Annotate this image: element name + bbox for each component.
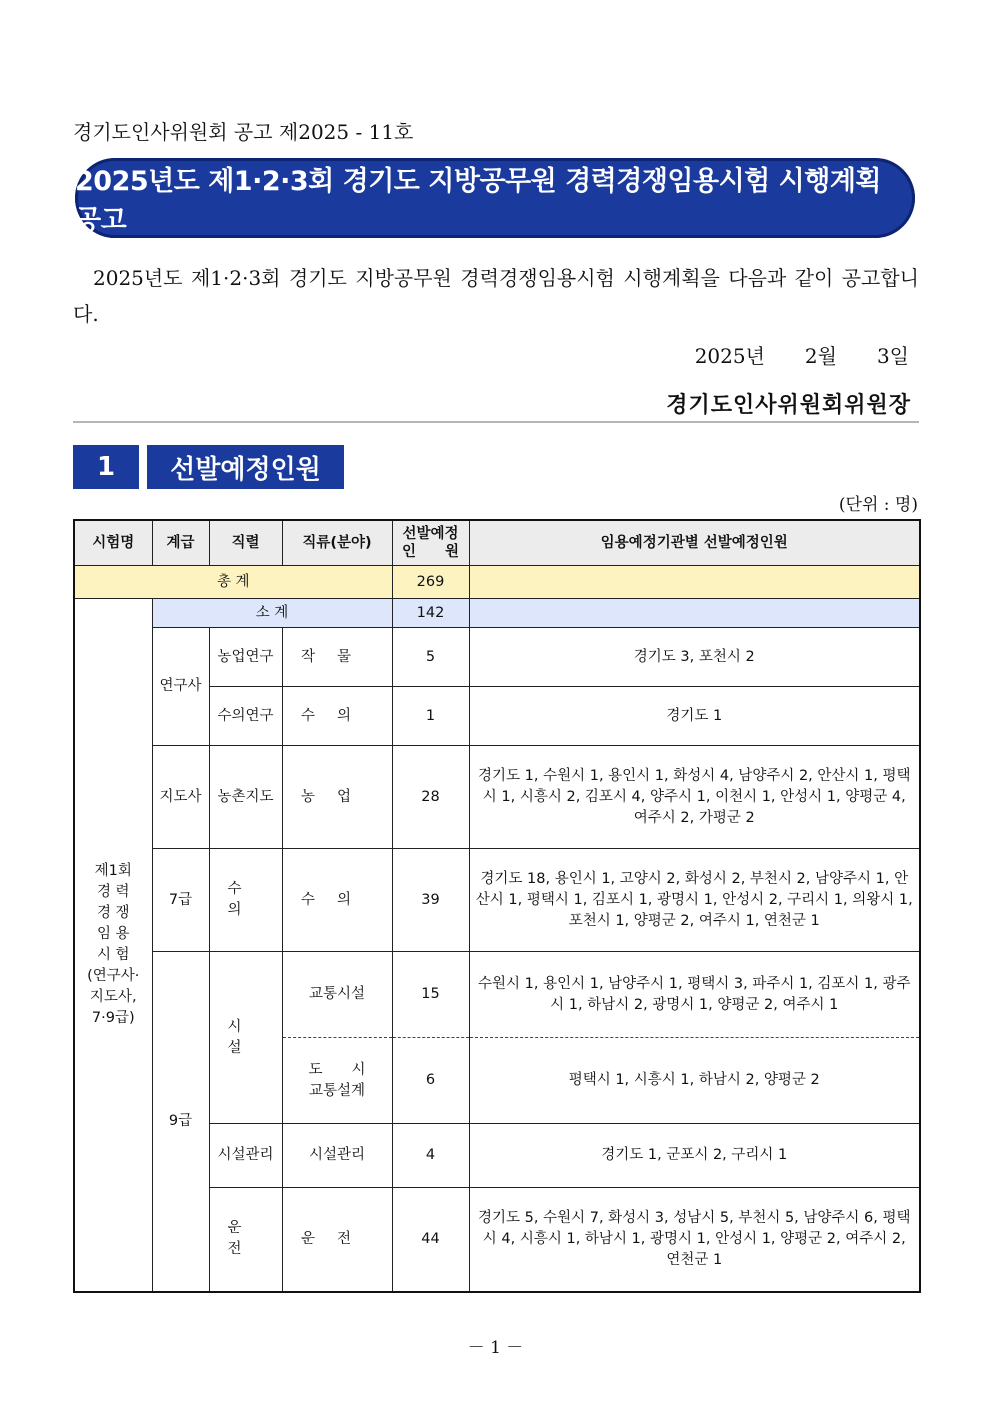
date-year: 2025년 (694, 344, 765, 368)
table-row (74, 952, 920, 1038)
recruitment-table (73, 519, 921, 1293)
field-cell: 수의 (282, 849, 392, 952)
intro-text: 2025년도 제1·2·3회 경기도 지방공무원 경력경쟁임용시험 시행계획을 다음과 같이 공고합니다. (73, 266, 919, 326)
count-cell: 5 (392, 628, 469, 687)
grade-cell: 연구사 (152, 628, 209, 746)
detail-cell: 경기도 5, 수원시 7, 화성시 3, 성남시 5, 부천시 5, 남양주시 6, 평택시 4, 시흥시 1, 하남시 1, 광명시 1, 안성시 1, 양평군 2, 여주시 2, 연천군 1 (469, 1188, 920, 1292)
grade-cell: 9급 (152, 952, 209, 1292)
count-cell: 1 (392, 687, 469, 746)
header-exam: 시험명 (74, 520, 152, 566)
grade-cell: 7급 (152, 849, 209, 952)
section-title: 선발예정인원 (147, 445, 344, 489)
unit-note: (단위 : 명) (838, 495, 918, 515)
count-cell: 6 (392, 1038, 469, 1124)
title-banner: 2025년도 제1·2·3회 경기도 지방공무원 경력경쟁임용시험 시행계획 공고 (75, 158, 915, 238)
detail-cell: 경기도 3, 포천시 2 (469, 628, 920, 687)
series-cell: 농업연구 (209, 628, 282, 687)
date-month: 2월 (804, 344, 837, 368)
subtotal-row (74, 599, 920, 628)
field-cell: 도 시 교통설계 (282, 1038, 392, 1124)
header-grade: 계급 (152, 520, 209, 566)
detail-cell: 경기도 1 (469, 687, 920, 746)
detail-cell: 경기도 18, 용인시 1, 고양시 2, 화성시 2, 부천시 2, 남양주시 1, 안산시 1, 평택시 1, 김포시 1, 광명시 1, 안성시 2, 구리시 1, 의왕시 1, 포천시 1, 양평군 2, 여주시 1, 연천군 1 (469, 849, 920, 952)
detail-cell: 경기도 1, 수원시 1, 용인시 1, 화성시 4, 남양주시 2, 안산시 1, 평택시 1, 시흥시 2, 김포시 4, 양주시 1, 이천시 1, 안성시 1, 양평군 4, 여주시 2, 가평군 2 (469, 746, 920, 849)
signer: 경기도인사위원회위원장 (666, 393, 911, 418)
table-row (74, 849, 920, 952)
series-cell: 농촌지도 (209, 746, 282, 849)
count-cell: 4 (392, 1124, 469, 1188)
table-header-row (74, 520, 920, 566)
subtotal-label: 소 계 (152, 599, 392, 628)
detail-cell: 수원시 1, 용인시 1, 남양주시 1, 평택시 3, 파주시 1, 김포시 1, 광주시 1, 하남시 2, 광명시 1, 양평군 2, 여주시 1 (469, 952, 920, 1038)
notice-date (655, 340, 909, 369)
page-number: － 1 － (467, 1338, 524, 1358)
detail-cell: 평택시 1, 시흥시 1, 하남시 2, 양평군 2 (469, 1038, 920, 1124)
total-row (74, 566, 920, 599)
series-cell: 수의 (209, 849, 282, 952)
notice-number: 경기도인사위원회 공고 제2025 - 11호 (73, 120, 414, 144)
field-cell: 작물 (282, 628, 392, 687)
header-detail: 임용예정기관별 선발예정인원 (469, 520, 920, 566)
count-cell: 28 (392, 746, 469, 849)
header-field: 직류(분야) (282, 520, 392, 566)
header-count: 선발예정 인 원 (392, 520, 469, 566)
header-series: 직렬 (209, 520, 282, 566)
count-cell: 44 (392, 1188, 469, 1292)
intro-paragraph (73, 260, 919, 332)
divider (73, 421, 919, 423)
detail-cell: 경기도 1, 군포시 2, 구리시 1 (469, 1124, 920, 1188)
total-label: 총 계 (74, 566, 392, 599)
field-cell: 수의 (282, 687, 392, 746)
series-cell: 시설 (209, 952, 282, 1124)
field-cell: 교통시설 (282, 952, 392, 1038)
total-count: 269 (392, 566, 469, 599)
series-cell: 운전 (209, 1188, 282, 1292)
table-row (74, 746, 920, 849)
field-cell: 시설관리 (282, 1124, 392, 1188)
subtotal-detail (469, 599, 920, 628)
total-detail (469, 566, 920, 599)
table-row (74, 628, 920, 687)
count-cell: 15 (392, 952, 469, 1038)
exam-name: 제1회 경 력 경 쟁 임 용 시 험 (연구사· 지도사, 7·9급) (74, 599, 152, 1292)
series-cell: 시설관리 (209, 1124, 282, 1188)
section-number: 1 (73, 445, 139, 489)
count-cell: 39 (392, 849, 469, 952)
series-cell: 수의연구 (209, 687, 282, 746)
field-cell: 농업 (282, 746, 392, 849)
grade-cell: 지도사 (152, 746, 209, 849)
date-day: 3일 (876, 344, 909, 368)
subtotal-count: 142 (392, 599, 469, 628)
field-cell: 운전 (282, 1188, 392, 1292)
